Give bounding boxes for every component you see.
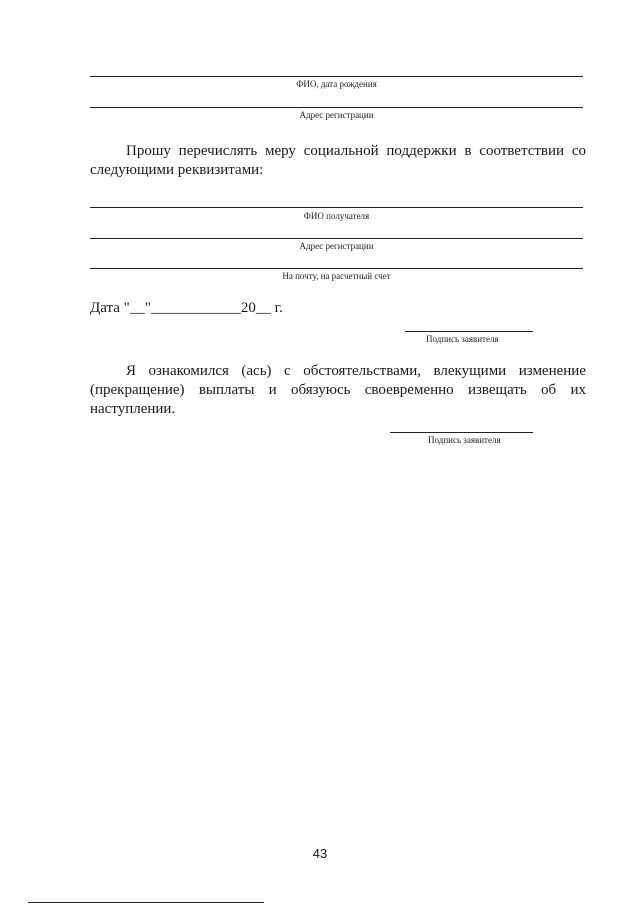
applicant-address-line [90, 107, 583, 108]
request-paragraph [90, 142, 586, 180]
applicant-name-line [90, 76, 583, 77]
recipient-address-caption: Адрес регистрации [299, 241, 374, 251]
acknowledgement-paragraph [90, 362, 586, 419]
signature-line-1 [405, 331, 533, 332]
payment-method-caption: На почту, на расчетный счет [282, 271, 391, 281]
request-text: Прошу перечислять меру социальной поддержки в соответствии со следующими реквизитами: [90, 143, 586, 178]
footer-rule [28, 902, 264, 903]
signature-line-2 [390, 432, 533, 433]
payment-method-line [90, 268, 583, 269]
date-line: Дата "__"____________20__ г. [90, 300, 283, 316]
applicant-address-caption: Адрес регистрации [299, 110, 374, 120]
recipient-name-line [90, 207, 583, 208]
recipient-address-line [90, 238, 583, 239]
recipient-name-caption: ФИО получателя [303, 211, 370, 221]
acknowledgement-text: Я ознакомился (ась) с обстоятельствами, влекущими изменение (прекращение) выплаты и обязуюсь своевременно извещать об их наступлении. [90, 363, 586, 417]
applicant-name-caption: ФИО, дата рождения [296, 79, 377, 89]
page-number: 43 [312, 846, 328, 861]
signature-caption-2: Подпись заявителя [428, 435, 501, 445]
signature-caption-1: Подпись заявителя [426, 334, 499, 344]
